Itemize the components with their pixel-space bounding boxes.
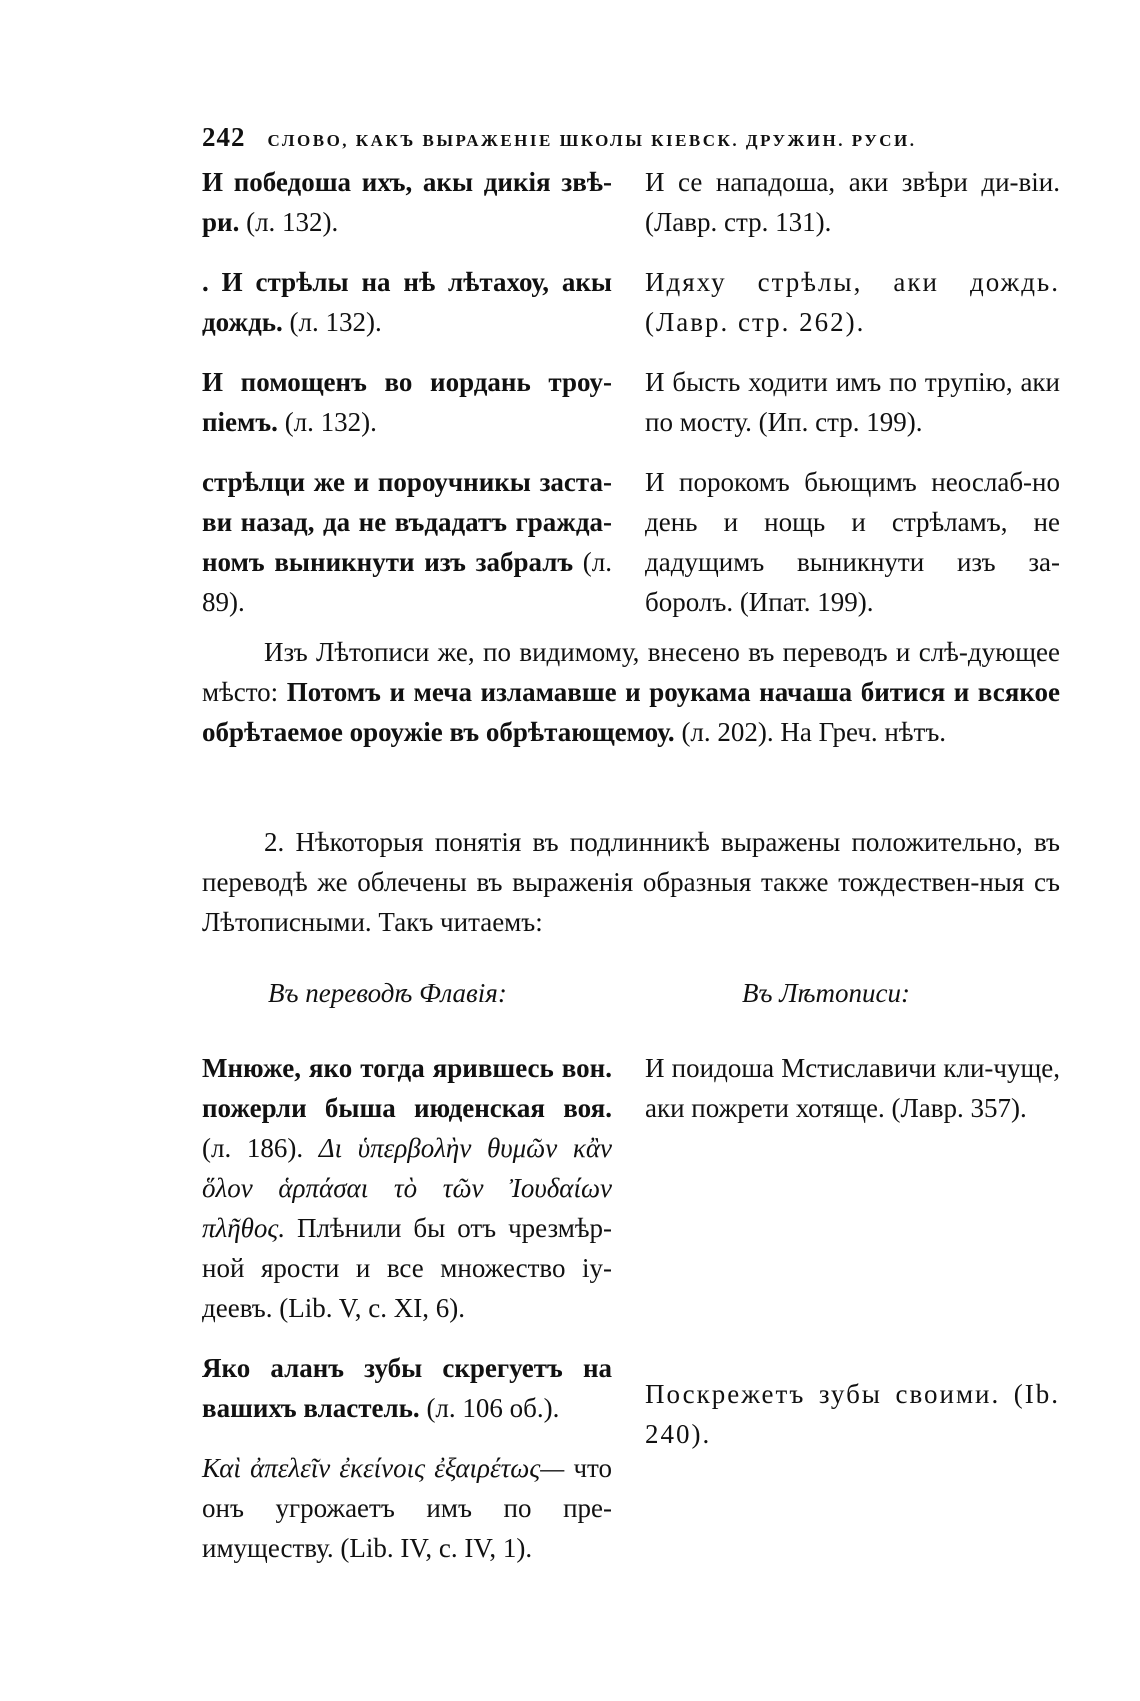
right-entry-4: И порокомъ бьющимъ неослаб-но день и нощь и стрѣламъ, не дадущимъ выникнути изъ за-боролъ. (Ипат. 199). [645, 467, 1060, 617]
subhead-chronicle: Въ Лѣтописи: [742, 978, 911, 1008]
paragraph-figurative-expressions: 2. Нѣкоторыя понятія въ подлинникѣ выражены положительно, въ переводѣ же облечены въ выраженія образныя также тождествен-ныя съ Лѣтописными. Такъ читаемъ: [202, 827, 1060, 937]
page-number: 242 [202, 122, 246, 152]
subhead-flavius: Въ переводѣ Флавія: [268, 978, 507, 1008]
running-title: СЛОВО, КАКЪ ВЫРАЖЕНІЕ ШКОЛЫ КІЕВСК. ДРУЖИН. РУСИ. [267, 131, 917, 150]
right-column-top [645, 162, 1060, 642]
right-entry-5: И поидоша Мстиславичи кли-чуще, аки пожрети хотяще. (Лавр. 357). [645, 1053, 1060, 1123]
paragraph-chronicle-insertion: Изъ Лѣтописи же, по видимому, внесено въ переводъ и слѣ-дующее мѣсто: Потомъ и меча изламавше и роукама начаша битися и всякое обрѣтаемое ороужіе въ обрѣтающемоу. (л. 202). На Греч. нѣтъ. [202, 637, 1060, 747]
left-entry-1: И победоша ихъ, акы дикія звѣ-ри. (л. 132). [202, 167, 612, 237]
left-column-top [202, 162, 612, 642]
page-header [202, 122, 1062, 153]
left-entry-2: . И стрѣлы на нѣ лѣтахоу, акы дождь. (л. 132). [202, 267, 612, 337]
right-entry-1: И се нападоша, аки звѣри ди-віи. (Лавр. стр. 131). [645, 167, 1060, 237]
left-entry-5: Мнюже, яко тогда ярившесь вон. пожерли быша июденская воя. (л. 186). Δι ὑπερβολὴν θυμῶν κἂν ὅλον ἁρπάσαι τὸ τῶν Ἰουδαίων πλῆθος. Плѣнили бы отъ чрезмѣр-ной ярости и все множество іу-деевъ. (Lib. V, c. XI, 6). [202, 1053, 612, 1323]
left-entry-4: стрѣлци же и пороучникы заста-ви назад, да не въдадатъ гражда-номъ выникнути изъ забралъ (л. 89). [202, 467, 613, 617]
right-entry-6: Поскрежетъ зубы своими. (Ib. 240). [645, 1379, 1060, 1449]
left-entry-7: Καὶ ἀπελεῖν ἐκείνοις ἐξαιρέτως— что онъ угрожаетъ имъ по пре-имуществу. (Lib. IV, c. IV, 1). [202, 1453, 612, 1563]
left-column-bottom [202, 1048, 612, 1588]
left-entry-3: И помощенъ во иордань троу-піемъ. (л. 132). [202, 367, 612, 437]
left-entry-6: Яко аланъ зубы скрегуетъ на вашихъ властель. (л. 106 об.). [202, 1353, 612, 1423]
right-entry-2: Идяху стрѣлы, аки дождь. (Лавр. стр. 262). [645, 267, 1060, 337]
right-entry-3: И бысть ходити имъ по трупію, аки по мосту. (Ип. стр. 199). [645, 367, 1060, 437]
right-column-bottom [645, 1048, 1060, 1474]
